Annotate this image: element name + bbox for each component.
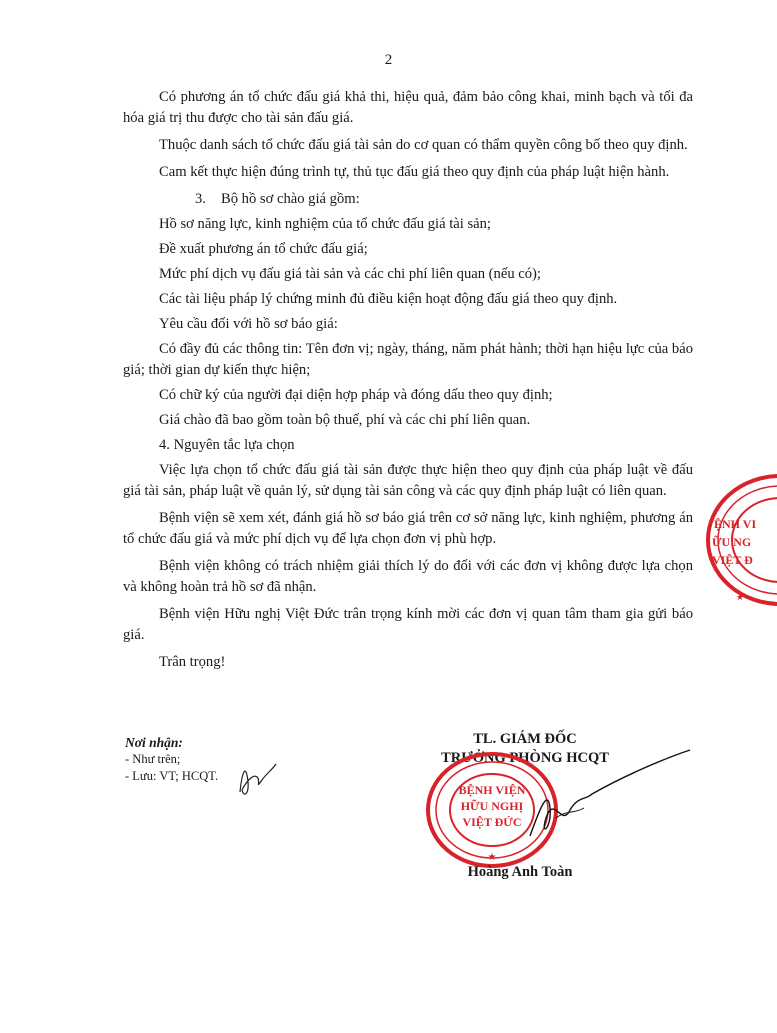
list-item: Hồ sơ năng lực, kinh nghiệm của tổ chức đấu giá tài sản; [159,216,491,232]
closing-line: Trân trọng! [159,654,226,670]
recipient-line: - Lưu: VT; HCQT. [125,769,219,783]
section-4-heading: 4. Nguyên tắc lựa chọn [159,437,295,453]
section-3-heading [123,189,693,210]
list-item: Giá chào đã bao gồm toàn bộ thuế, phí và các chi phí liên quan. [159,412,531,428]
paragraph: Việc lựa chọn tổ chức đấu giá tài sản được thực hiện theo quy định của pháp luật về đấu giá tài sản, pháp luật về quản lý, sử dụng tài sản công và các quy định pháp luật có liên quan. [123,462,693,499]
section-number: 3. [195,191,206,207]
paragraph: Bệnh viện sẽ xem xét, đánh giá hồ sơ báo giá trên cơ sở năng lực, kinh nghiệm, phương án tổ chức đấu giá và mức phí dịch vụ để lựa chọn đơn vị phù hợp. [123,510,693,547]
signature-title-line1: TL. GIÁM ĐỐC [473,731,577,747]
partial-seal-text: ỆNH VI [714,517,757,531]
paragraph: Thuộc danh sách tổ chức đấu giá tài sản do cơ quan có thẩm quyền công bố theo quy định. [159,137,688,153]
letter-body [123,87,693,679]
handwritten-signature [500,748,700,848]
recipients-heading: Nơi nhận: [125,735,183,750]
list-item: Mức phí dịch vụ đấu giá tài sản và các chi phí liên quan (nếu có); [159,266,541,282]
recipient-line: - Như trên; [125,752,181,766]
partial-seal-text: VIỆT Đ [712,553,753,567]
signer-name: Hoàng Anh Toàn [467,864,573,880]
seal-star-icon: ★ [487,852,497,863]
seal-star-icon: ★ [736,592,745,602]
partial-seal-text: ỮU NG [712,535,752,549]
section-title: Bộ hồ sơ chào giá gồm: [221,191,360,207]
paragraph: Cam kết thực hiện đúng trình tự, thủ tục đấu giá theo quy định của pháp luật hiện hành. [159,164,670,180]
page-number: 2 [384,52,393,68]
paragraph: Bệnh viện không có trách nhiệm giải thích lý do đối với các đơn vị không được lựa chọn và không hoàn trả hồ sơ đã nhận. [123,558,693,595]
partial-seal [700,470,777,610]
list-item: Có đầy đủ các thông tin: Tên đơn vị; ngày, tháng, năm phát hành; thời hạn hiệu lực của báo giá; thời gian dự kiến thực hiện; [123,341,693,378]
list-item: Đề xuất phương án tổ chức đấu giá; [159,241,368,257]
list-item: Yêu cầu đối với hồ sơ báo giá: [159,316,338,332]
signature-title-line2: TRƯỞNG PHÒNG HCQT [441,750,609,766]
seal-text-line: VIỆT ĐỨC [462,815,522,829]
seal-text-line: BỆNH VIỆN [458,783,526,797]
list-item: Có chữ ký của người đại diện hợp pháp và đóng dấu theo quy định; [159,387,553,403]
list-item: Các tài liệu pháp lý chứng minh đủ điều kiện hoạt động đấu giá theo quy định. [159,291,618,307]
seal-text-line: HỮU NGHỊ [460,799,524,813]
paragraph: Có phương án tổ chức đấu giá khả thi, hiệu quả, đảm bảo công khai, minh bạch và tối đa hóa giá trị thu được cho tài sản đấu giá. [123,89,693,126]
initials-signature [232,752,282,802]
paragraph: Bệnh viện Hữu nghị Việt Đức trân trọng kính mời các đơn vị quan tâm tham gia gửi báo giá. [123,606,693,643]
